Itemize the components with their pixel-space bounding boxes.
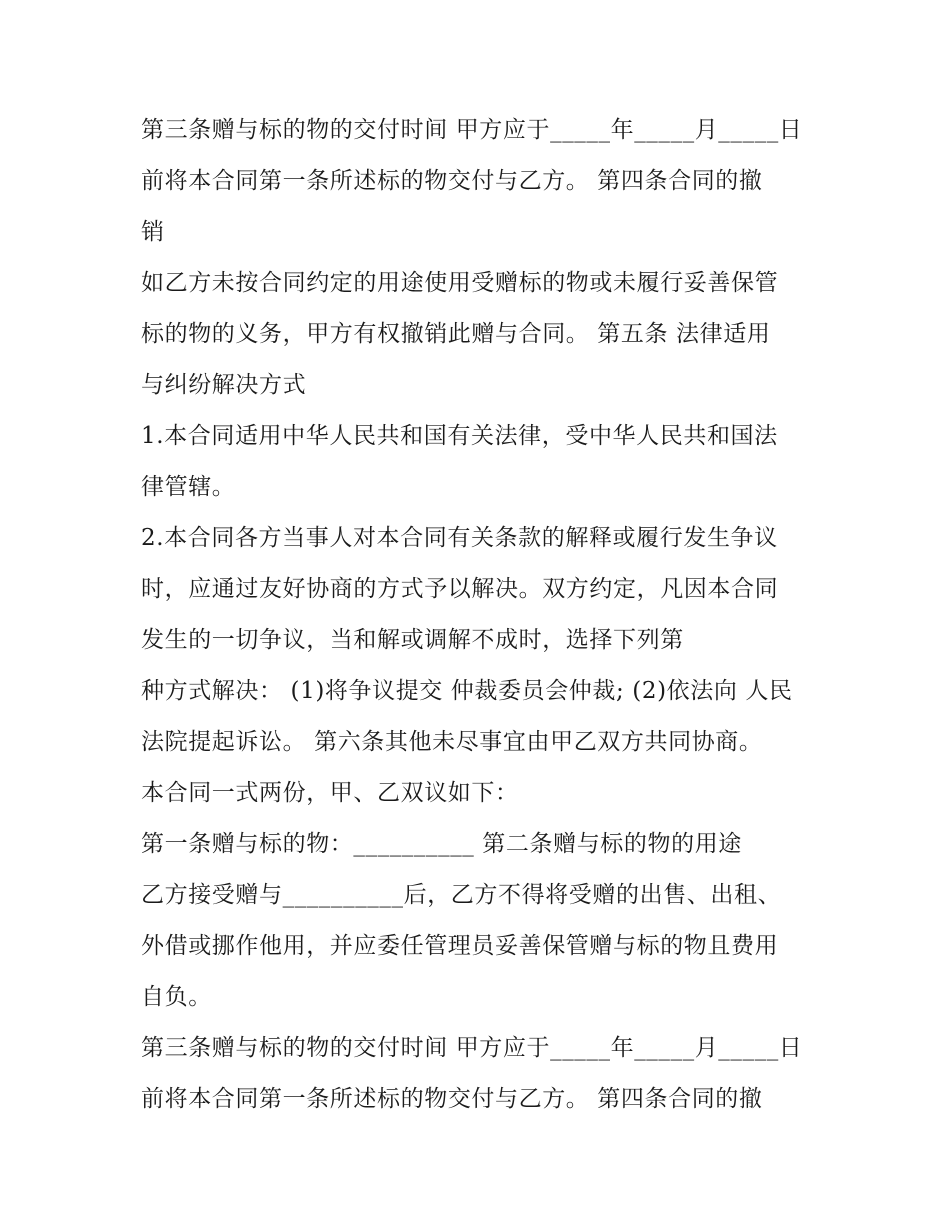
text-line: 本合同一式两份，甲、乙双议如下： [141,780,519,806]
text-line: 前将本合同第一条所述标的物交付与乙方。 第四条合同的撤 [141,168,763,194]
text-line: 第三条赠与标的物的交付时间 甲方应于_____年_____月_____日 [141,1035,803,1061]
text-line: 2.本合同各方当事人对本合同有关条款的解释或履行发生争议 [141,525,778,551]
text-line: 第一条赠与标的物：__________ 第二条赠与标的物的用途 [141,831,742,857]
text-line: 第三条赠与标的物的交付时间 甲方应于_____年_____月_____日 [141,117,803,143]
text-line: 律管辖。 [141,474,236,500]
text-line: 标的物的义务，甲方有权撤销此赠与合同。 第五条 法律适用 [141,321,771,347]
text-line: 与纠纷解决方式 [141,372,307,398]
text-line: 1.本合同适用中华人民共和国有关法律，受中华人民共和国法 [141,423,778,449]
text-line: 销 [141,219,165,245]
text-line: 前将本合同第一条所述标的物交付与乙方。 第四条合同的撤 [141,1086,763,1112]
text-line: 自负。 [141,984,212,1010]
text-line: 如乙方未按合同约定的用途使用受赠标的物或未履行妥善保管 [141,270,779,296]
text-line: 时，应通过友好协商的方式予以解决。双方约定，凡因本合同 [141,576,779,602]
text-line: 法院提起诉讼。 第六条其他未尽事宜由甲乙双方共同协商。 [141,729,763,755]
text-line: 外借或挪作他用，并应委任管理员妥善保管赠与标的物且费用 [141,933,779,959]
text-line: 乙方接受赠与__________后，乙方不得将受赠的出售、出租、 [141,882,782,908]
text-line: 种方式解决： (1)将争议提交 仲裁委员会仲裁; (2)依法向 人民 [141,678,793,704]
text-line: 发生的一切争议，当和解或调解不成时，选择下列第 [141,627,684,653]
document-body [141,105,831,1125]
